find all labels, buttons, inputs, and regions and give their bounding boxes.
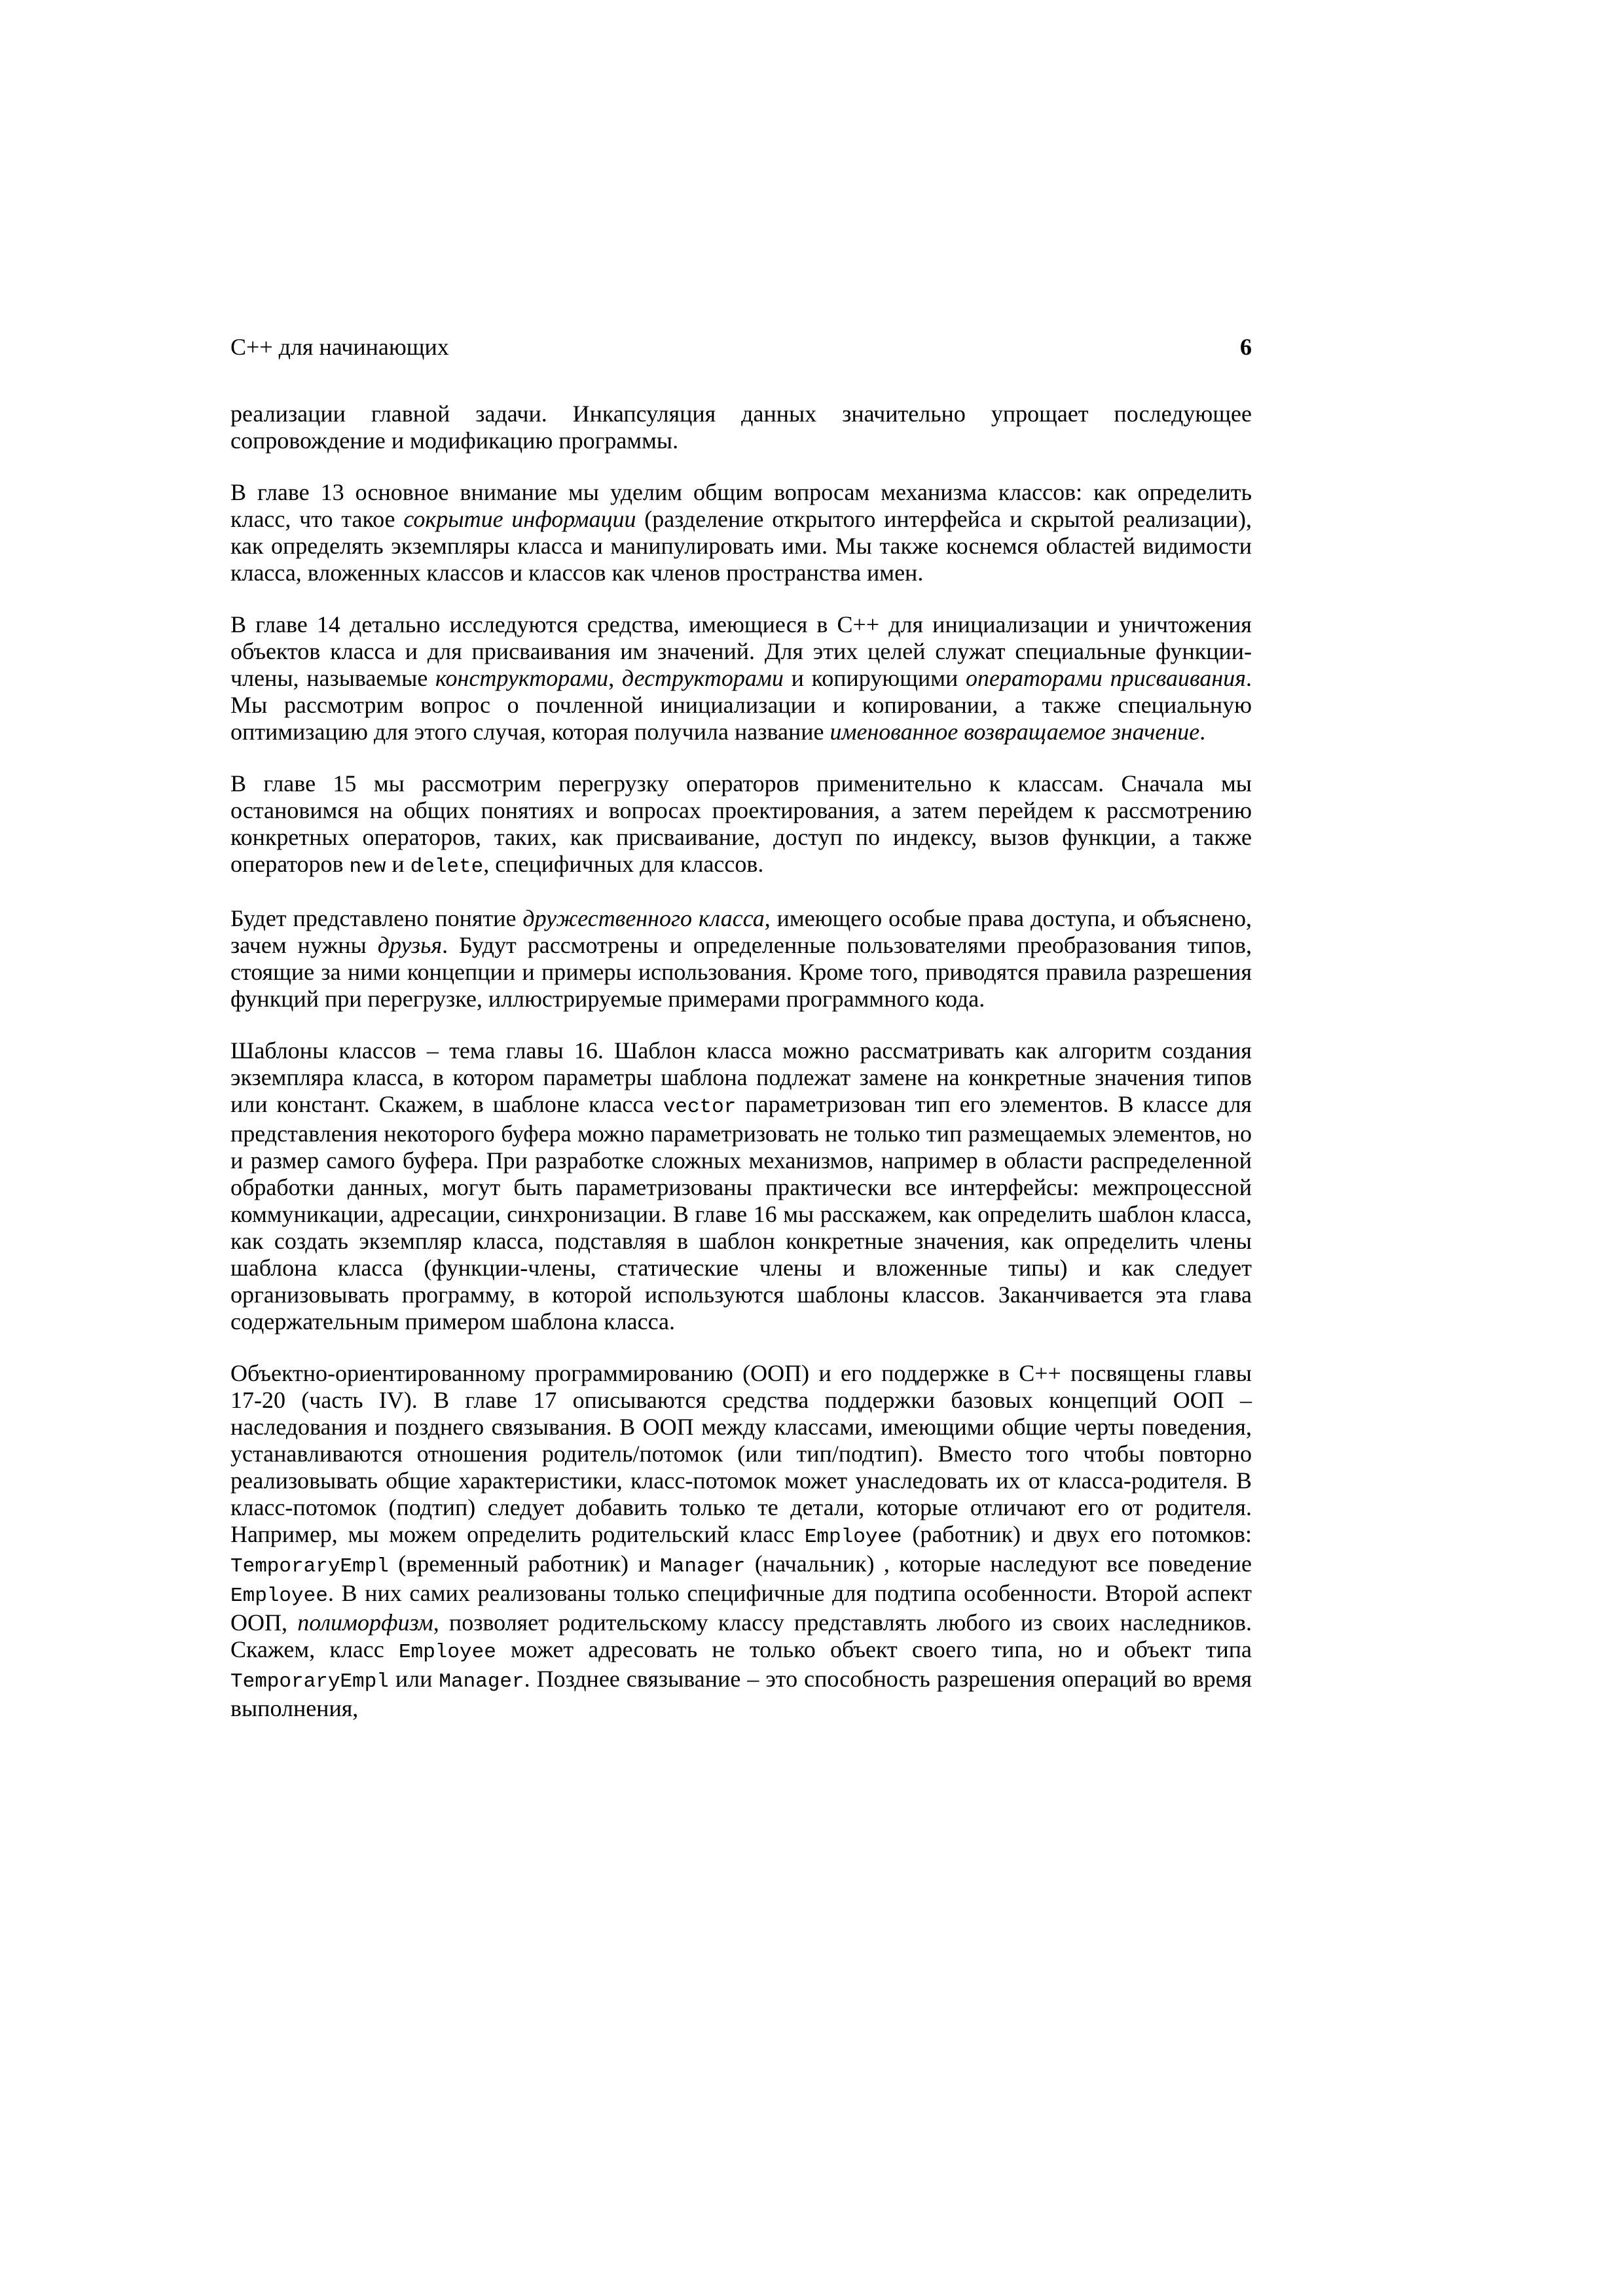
emphasized-term: дружественного класса xyxy=(522,905,765,931)
text-run: Будет представлено понятие xyxy=(230,905,523,931)
paragraph xyxy=(230,611,1252,745)
text-run: В главе 15 мы рассмотрим перегрузку операторов применительно к классам. Сначала мы остановимся на общих понятиях и вопросах проектирования, а затем перейдем к рассмотрению конкретных операторов, таких, как присваивание, доступ по индексу, вызов функции, а также операторов xyxy=(230,770,1252,877)
text-run: параметризован тип его элементов. В классе для представления некоторого буфера можно параметризовать не только тип размещаемых элементов, но и размер самого буфера. При разработке сложных механизмов, например в области распределенной обработки данных, могут быть параметризованы практически все интерфейсы: межпроцессной коммуникации, адресации, синхронизации. В главе 16 мы расскажем, как определить шаблон класса, как создать экземпляр класса, подставляя в шаблон конкретные значения, как определить члены шаблона класса (функции-члены, статические члены и вложенные типы) и как следует организовывать программу, в которой используются шаблоны классов. Заканчивается эта глава содержательным примером шаблона класса. xyxy=(230,1091,1252,1335)
code-identifier: Employee xyxy=(804,1526,902,1549)
text-run: . Мы рассмотрим вопрос о почленной инициализации и копировании, а также специальную оптимизацию для этого случая, которая получила название xyxy=(230,665,1252,745)
code-identifier: Manager xyxy=(439,1670,524,1693)
emphasized-term: конструкторами xyxy=(435,665,609,691)
text-run: (разделение открытого интерфейса и скрытой реализации), как определять экземпляры класса и манипулировать ими. Мы также коснемся областей видимости класса, вложенных классов и классов как членов пространства имен. xyxy=(230,506,1252,586)
emphasized-term: именованное возвращаемое значение xyxy=(830,719,1200,745)
paragraph xyxy=(230,1360,1252,1722)
code-identifier: TemporaryEmpl xyxy=(230,1555,389,1578)
text-run: . xyxy=(1199,719,1206,745)
text-run: (работник) и двух его потомков: xyxy=(902,1521,1252,1547)
paragraph xyxy=(230,770,1252,880)
text-run: , имеющего особые права доступа, и объяснено, зачем нужны xyxy=(230,905,1252,958)
text-run: . В них самих реализованы только специфичные для подтипа особенности. Второй аспект ООП, xyxy=(230,1580,1252,1636)
code-identifier: Manager xyxy=(660,1555,746,1578)
code-identifier: Employee xyxy=(398,1641,496,1664)
text-run: , позволяет родительскому классу представлять любого из своих наследников. Скажем, класс xyxy=(230,1609,1252,1662)
text-run: , специфичных для классов. xyxy=(483,851,764,877)
emphasized-term: деструкторами xyxy=(621,665,784,691)
text-run: (начальник) , которые наследуют все поведение xyxy=(745,1551,1252,1577)
code-identifier: new xyxy=(349,855,386,878)
text-run: В главе 13 основное внимание мы уделим общим вопросам механизма классов: как определить класс, что такое xyxy=(230,479,1252,532)
text-run: и xyxy=(386,851,410,877)
text-run: Объектно-ориентированному программированию (ООП) и его поддержке в С++ посвящены главы 17-20 (часть IV). В главе 17 описываются средства поддержки базовых концепций ООП – наследования и позднего связывания. В ООП между классами, имеющими общие черты поведения, устанавливаются отношения родитель/потомок (или тип/подтип). Вместо того чтобы повторно реализовывать общие характеристики, класс-потомок может унаследовать их от класса-родителя. В класс-потомок (подтип) следует добавить только те детали, которые отличают его от родителя. Например, мы можем определить родительский класс xyxy=(230,1360,1252,1547)
text-run: В главе 14 детально исследуются средства, имеющиеся в С++ для инициализации и уничтожения объектов класса и для присваивания им значений. Для этих целей служат специальные функции-члены, называемые xyxy=(230,611,1252,691)
text-run: или xyxy=(388,1666,439,1692)
paragraph xyxy=(230,401,1252,454)
text-run: и копирующими xyxy=(783,665,966,691)
emphasized-term: сокрытие информации xyxy=(403,506,636,532)
code-identifier: Employee xyxy=(230,1585,328,1607)
text-run: . Позднее связывание – это способность разрешения операций во время выполнения, xyxy=(230,1666,1252,1721)
document-page xyxy=(230,327,1252,1747)
page-number: 6 xyxy=(1240,334,1252,360)
paragraph xyxy=(230,479,1252,586)
book-title: С++ для начинающих xyxy=(230,334,449,360)
paragraph xyxy=(230,1037,1252,1335)
emphasized-term: полиморфизм xyxy=(297,1609,433,1636)
code-identifier: TemporaryEmpl xyxy=(230,1670,389,1693)
emphasized-term: друзья xyxy=(377,932,443,958)
text-run: , xyxy=(608,665,622,691)
text-run: (временный работник) и xyxy=(388,1551,661,1577)
code-identifier: vector xyxy=(663,1096,737,1119)
text-run: может адресовать не только объект своего типа, но и объект типа xyxy=(496,1636,1252,1662)
text-run: . Будут рассмотрены и определенные пользователями преобразования типов, стоящие за ними концепции и примеры использования. Кроме того, приводятся правила разрешения функций при перегрузке, иллюстрируемые примерами программного кода. xyxy=(230,932,1252,1012)
emphasized-term: операторами присваивания xyxy=(965,665,1246,691)
text-run: реализации главной задачи. Инкапсуляция данных значительно упрощает последующее сопровождение и модификацию программы. xyxy=(230,401,1252,454)
text-run: Шаблоны классов – тема главы 16. Шаблон класса можно рассматривать как алгоритм создания экземпляра класса, в котором параметры шаблона подлежат замене на конкретные значения типов или констант. Скажем, в шаблоне класса xyxy=(230,1037,1252,1117)
paragraph xyxy=(230,905,1252,1013)
page-header xyxy=(230,327,1252,367)
body-text xyxy=(230,401,1252,1722)
code-identifier: delete xyxy=(410,855,484,878)
